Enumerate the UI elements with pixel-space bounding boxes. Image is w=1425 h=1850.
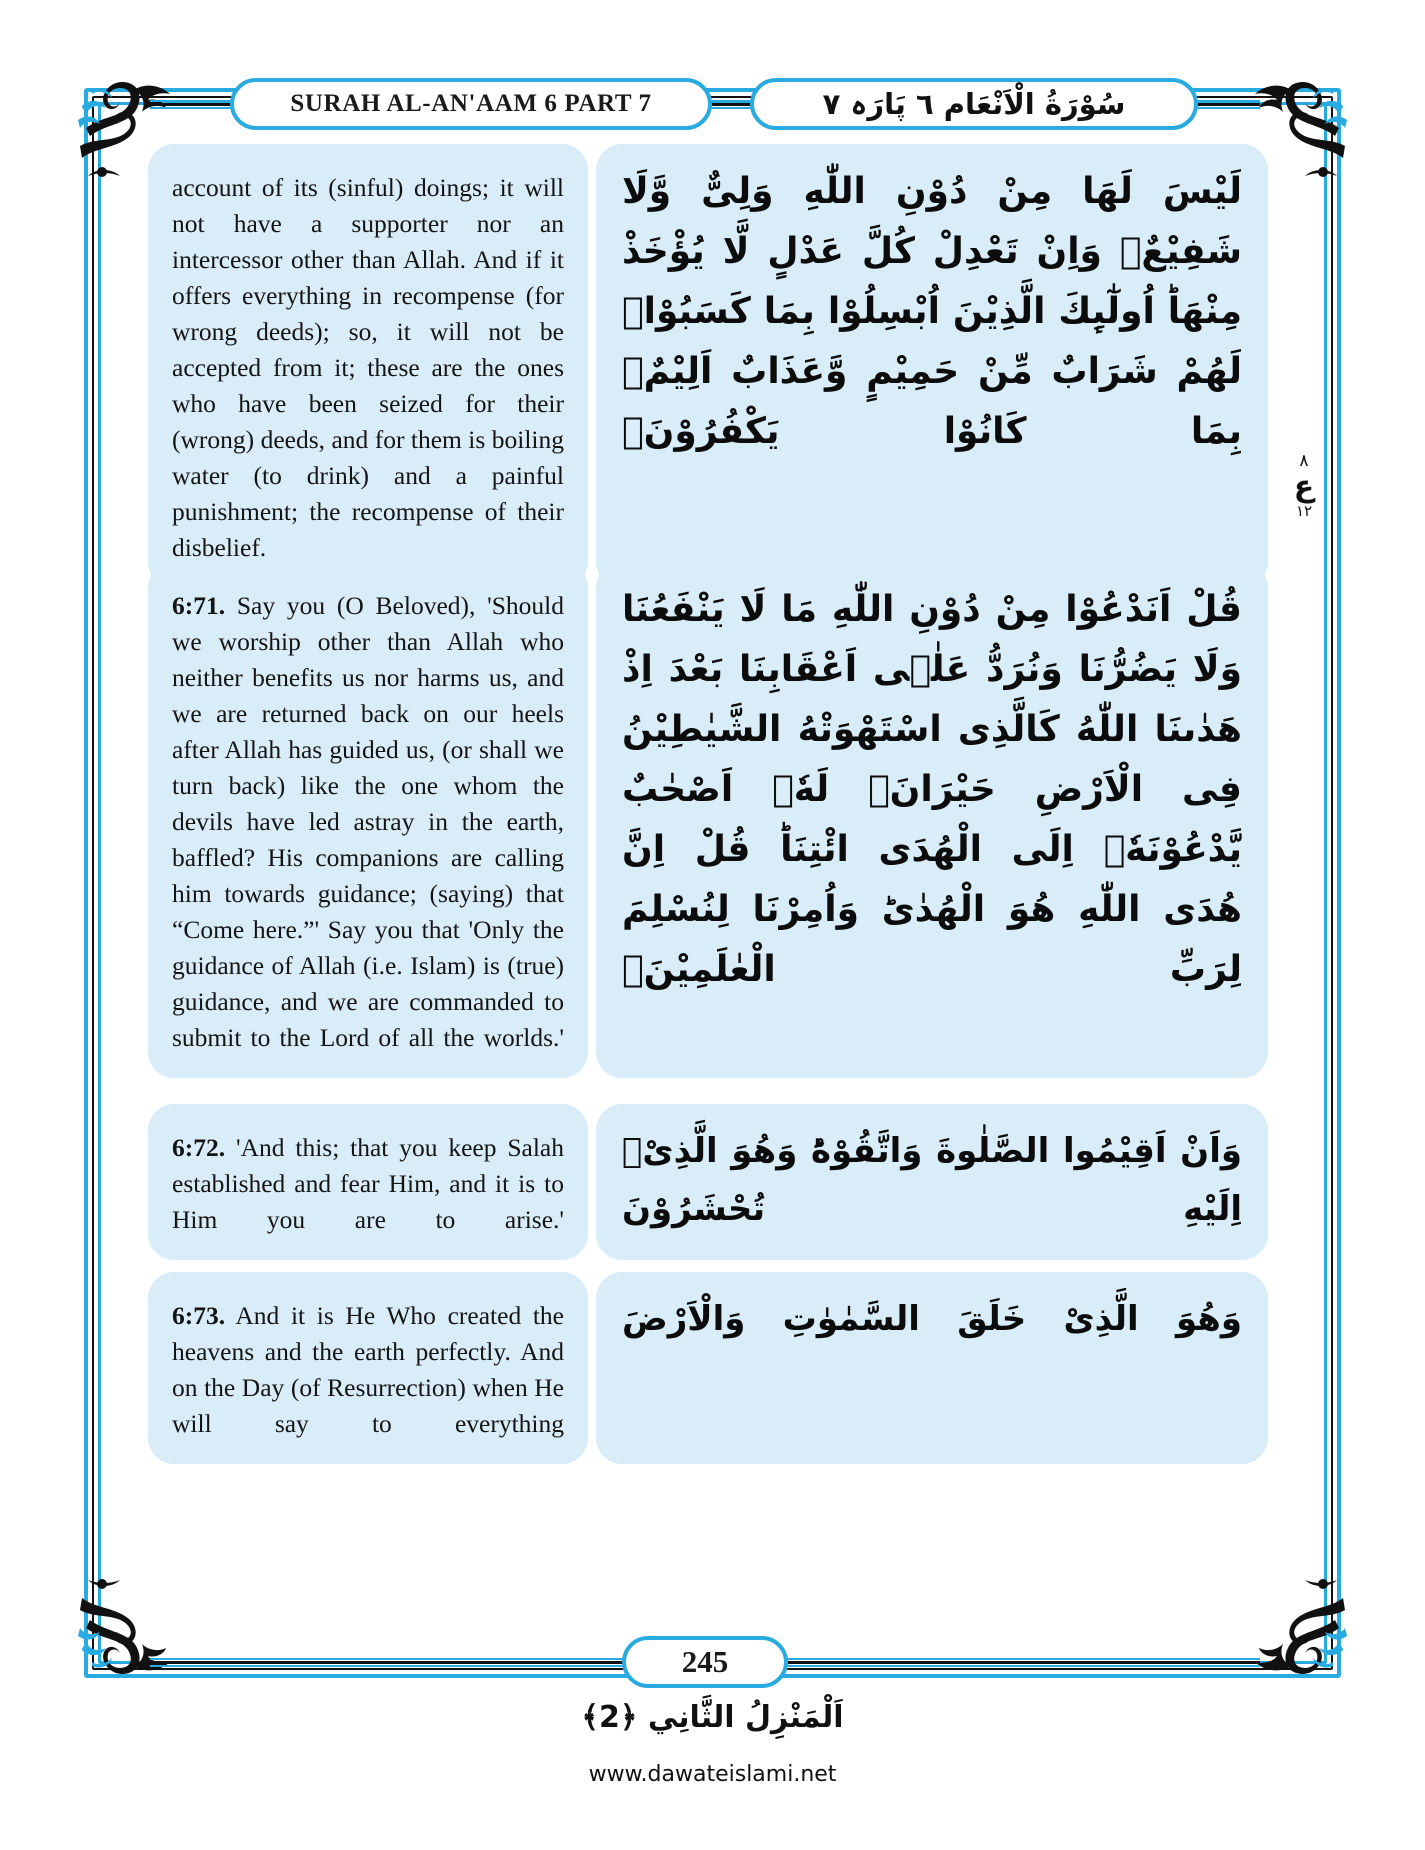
- verse-arabic-cell: [596, 144, 1268, 588]
- verse-translation-cell: [148, 144, 588, 588]
- verse-arabic-cell: [596, 1272, 1268, 1464]
- ruku-bottom-number: ۱۲: [1295, 502, 1313, 520]
- page-footer: [150, 1636, 1260, 1688]
- ruku-marker: [1282, 452, 1326, 520]
- ruku-top-number: ۸: [1299, 451, 1309, 471]
- verse-number: 6:71.: [172, 591, 226, 620]
- verse-number: 6:72.: [172, 1133, 226, 1162]
- verse-translation-text: [172, 588, 564, 1056]
- verse-translation-cell: [148, 1272, 588, 1464]
- verse-row: [148, 1272, 1268, 1464]
- page-number: 245: [681, 1644, 729, 1679]
- header-surah-title-pill: [230, 78, 712, 130]
- verse-row: [148, 562, 1268, 1078]
- verse-arabic-text: قُلْ اَنَدْعُوْا مِنْ دُوْنِ اللّٰهِ مَا لَا یَنْفَعُنَا وَلَا یَضُرُّنَا وَنُرَدُّ عَلٰۤى اَعْقَابِنَا بَعْدَ اِذْ هَدٰىنَا اللّٰهُ كَالَّذِی اسْتَهْوَتْهُ الشَّیٰطِیْنُ فِی الْاَرْضِ حَیْرَانَ۪ لَهٗۤ اَصْحٰبٌ یَّدْعُوْنَهٗۤ اِلَى الْهُدَى ائْتِنَاؕ قُلْ اِنَّ هُدَى اللّٰهِ هُوَ الْهُدٰىؕ وَاُمِرْنَا لِنُسْلِمَ لِرَبِّ الْعٰلَمِیْنَۙ: [622, 589, 1242, 990]
- page-header: [150, 78, 1260, 130]
- verse-container: [148, 144, 1268, 1624]
- verse-arabic-cell: [596, 562, 1268, 1078]
- verse-translation-body: 'And this; that you keep Salah established and fear Him, and it is to Him you are to arise.': [172, 1133, 564, 1234]
- verse-translation-cell: [148, 562, 588, 1078]
- verse-arabic-text: وَاَنْ اَقِیْمُوا الصَّلٰوةَ وَاتَّقُوْهُؕ وَهُوَ الَّذِیْۤ اِلَیْهِ تُحْشَرُوْنَ: [622, 1131, 1242, 1229]
- verse-arabic-text: لَیْسَ لَهَا مِنْ دُوْنِ اللّٰهِ وَلِیٌّ وَّلَا شَفِیْعٌۚ وَاِنْ تَعْدِلْ كُلَّ عَدْلٍ لَّا یُؤْخَذْ مِنْهَاؕ اُولٰٓىِٕكَ الَّذِیْنَ اُبْسِلُوْا بِمَا كَسَبُوْاۚ لَهُمْ شَرَابٌ مِّنْ حَمِیْمٍ وَّعَذَابٌ اَلِیْمٌۢ بِمَا كَانُوْا یَكْفُرُوْنَ۠: [622, 171, 1242, 452]
- website-url: www.dawateislami.net: [588, 1762, 837, 1787]
- header-surah-title-arabic-pill: [750, 78, 1198, 130]
- page-number-pill: [622, 1636, 788, 1688]
- verse-translation-body: And it is He Who created the heavens and the earth perfectly. And on the Day (of Resurrection) when He will say to everything: [172, 1301, 564, 1438]
- verse-translation-body: Say you (O Beloved), 'Should we worship other than Allah who neither benefits us nor harms us, and we are returned back on our heels after Allah has guided us, (or shall we turn back) like the one whom the devils have led astray in the earth, baffled? His companions are calling him towards guidance; (saying) that “Come here.”' Say you that 'Only the guidance of Allah (i.e. Islam) is (true) guidance, and we are commanded to submit to the Lord of all the worlds.': [172, 591, 564, 1052]
- verse-translation-text: account of its (sinful) doings; it will not have a supporter nor an intercessor other than Allah. And if it offers everything in recompense (for wrong deeds); so, it will not be accepted from it; these are the ones who have been seized for their (wrong) deeds, and for them is boiling water (to drink) and a painful punishment; the recompense of their disbelief.: [172, 173, 564, 562]
- verse-arabic-cell: [596, 1104, 1268, 1260]
- verse-translation-text: [172, 1298, 564, 1442]
- header-surah-title: SURAH AL-AN'AAM 6 PART 7: [290, 90, 652, 117]
- verse-translation-text: [172, 1130, 564, 1238]
- header-surah-title-arabic: سُوْرَةُ الْاَنْعَام ٦ پَارَہ ٧: [822, 87, 1126, 121]
- manzil-label: اَلْمَنْزِلُ الثَّانِي ﴿2﴾: [581, 1700, 844, 1735]
- verse-number: 6:73.: [172, 1301, 226, 1330]
- verse-translation-cell: [148, 1104, 588, 1260]
- verse-row: [148, 144, 1268, 588]
- ruku-symbol: ع: [1293, 469, 1315, 504]
- verse-arabic-text: وَهُوَ الَّذِیْ خَلَقَ السَّمٰوٰتِ وَالْاَرْضَ: [622, 1299, 1242, 1339]
- verse-row: [148, 1104, 1268, 1260]
